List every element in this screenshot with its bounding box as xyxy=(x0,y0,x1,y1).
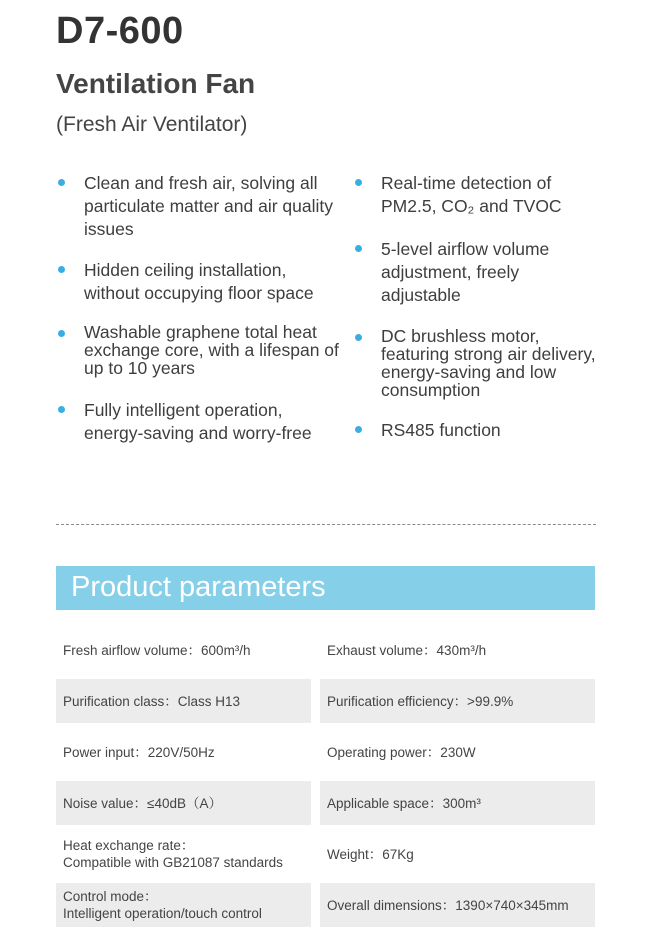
param-label: Heat exchange rate： xyxy=(63,838,195,853)
feature-item xyxy=(56,323,346,377)
param-cell xyxy=(320,628,595,672)
param-text: Operating power：230W xyxy=(327,744,476,760)
feature-text: Hidden ceiling installation, without occupying floor space xyxy=(84,260,314,303)
param-text: Applicable space：300m³ xyxy=(327,795,481,811)
bullet-dot-icon xyxy=(58,179,65,186)
feature-item xyxy=(353,419,603,442)
param-row xyxy=(56,832,595,876)
param-cell xyxy=(56,679,311,723)
param-text: Exhaust volume：430m³/h xyxy=(327,642,487,658)
param-cell xyxy=(56,883,311,927)
param-value: Compatible with GB21087 standards xyxy=(63,855,283,870)
bullet-dot-icon xyxy=(355,179,362,186)
feature-text: Washable graphene total heat exchange core, with a lifespan of up to 10 years xyxy=(84,322,339,378)
feature-list-left xyxy=(56,172,346,463)
product-subtitle: (Fresh Air Ventilator) xyxy=(56,113,248,136)
bullet-dot-icon xyxy=(58,266,65,273)
param-text: Weight：67Kg xyxy=(327,846,414,862)
param-row xyxy=(56,883,595,927)
param-cell xyxy=(320,781,595,825)
feature-item xyxy=(56,399,346,445)
feature-text: DC brushless motor, featuring strong air delivery, energy-saving and low consumption xyxy=(381,326,596,400)
param-row xyxy=(56,781,595,825)
param-cell xyxy=(320,832,595,876)
param-cell xyxy=(56,628,311,672)
param-row xyxy=(56,628,595,672)
bullet-dot-icon xyxy=(355,334,362,341)
feature-text: Clean and fresh air, solving all particulate matter and air quality issues xyxy=(84,173,334,239)
param-text: Purification efficiency：>99.9% xyxy=(327,693,514,709)
param-text: Purification class：Class H13 xyxy=(63,693,241,709)
param-cell xyxy=(320,679,595,723)
param-text: Overall dimensions：1390×740×345mm xyxy=(327,897,569,913)
param-label: Control mode： xyxy=(63,889,158,904)
feature-list-right xyxy=(353,172,603,462)
param-text: Power input：220V/50Hz xyxy=(63,744,215,760)
param-cell xyxy=(320,883,595,927)
dashed-divider xyxy=(56,524,596,525)
feature-item xyxy=(353,327,603,399)
parameter-table xyxy=(56,628,595,934)
param-text: Fresh airflow volume：600m³/h xyxy=(63,642,251,658)
param-text: Noise value：≤40dB（A） xyxy=(63,795,222,811)
feature-item xyxy=(353,172,603,218)
model-number: D7-600 xyxy=(56,10,184,52)
section-banner xyxy=(56,566,595,610)
param-row xyxy=(56,730,595,774)
bullet-dot-icon xyxy=(355,426,362,433)
feature-text: RS485 function xyxy=(381,420,501,440)
section-title: Product parameters xyxy=(71,571,326,603)
bullet-dot-icon xyxy=(58,330,65,337)
bullet-dot-icon xyxy=(58,406,65,413)
feature-item xyxy=(56,259,346,305)
feature-item xyxy=(353,238,603,307)
feature-text: Fully intelligent operation, energy-saving and worry-free xyxy=(84,400,312,443)
param-cell xyxy=(56,730,311,774)
feature-text: Real-time detection of PM2.5, CO₂ and TVOC xyxy=(381,173,562,216)
param-row xyxy=(56,679,595,723)
param-cell xyxy=(320,730,595,774)
param-value: Intelligent operation/touch control xyxy=(63,906,262,921)
param-cell xyxy=(56,832,311,876)
bullet-dot-icon xyxy=(355,245,362,252)
param-cell xyxy=(56,781,311,825)
feature-text: 5-level airflow volume adjustment, freely adjustable xyxy=(381,239,550,305)
product-name: Ventilation Fan xyxy=(56,68,256,99)
feature-item xyxy=(56,172,346,241)
